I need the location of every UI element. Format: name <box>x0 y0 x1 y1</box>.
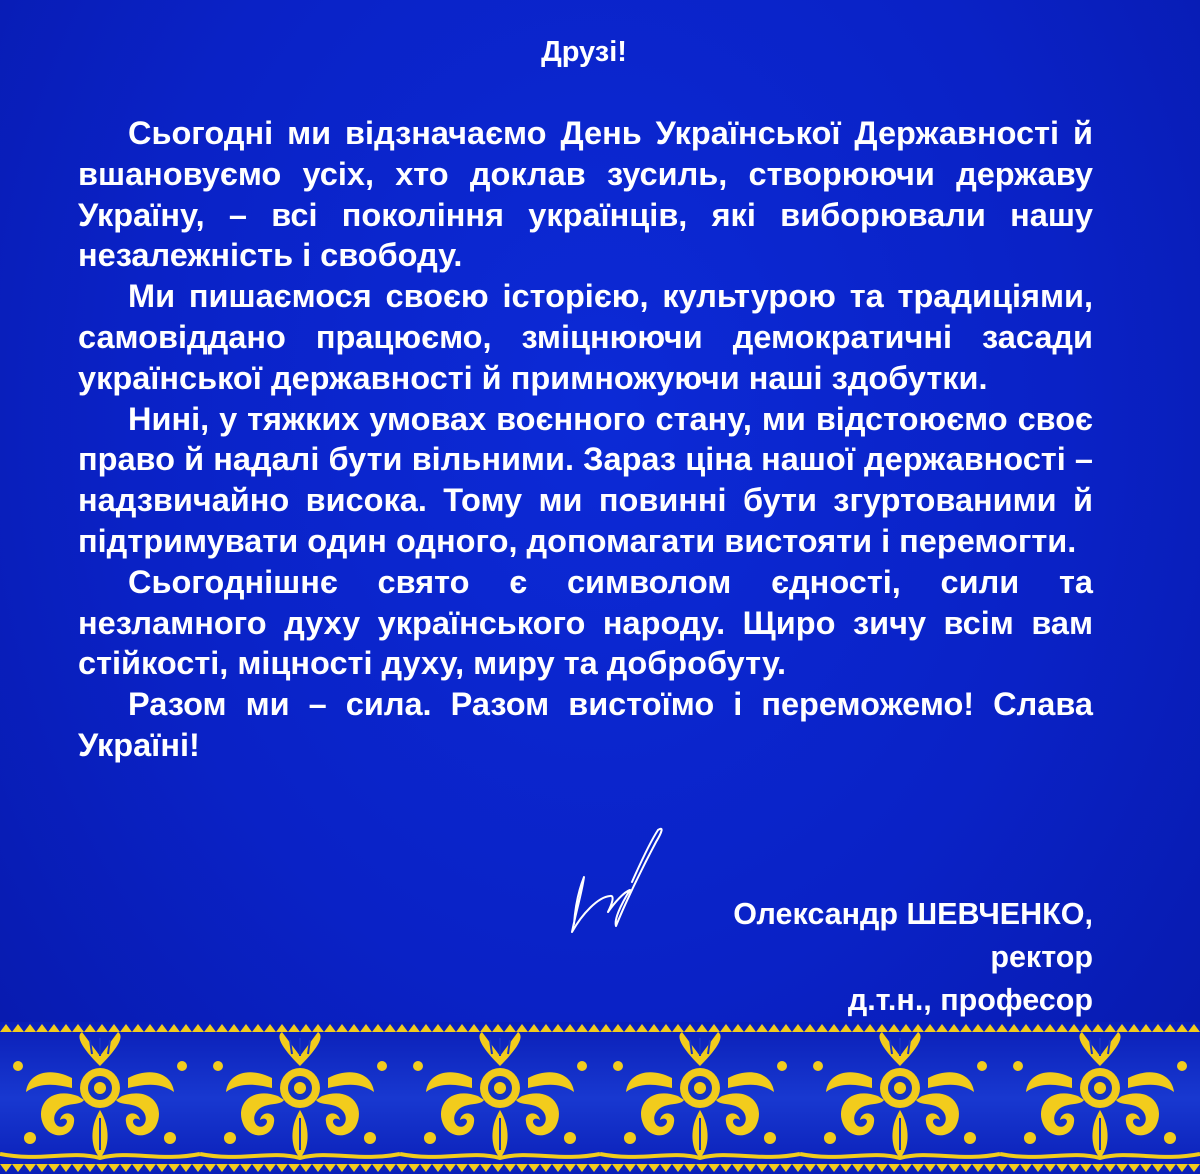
paragraph-4: Сьогоднішнє свято є символом єдності, сили та незламного духу українського народу. Щиро зичу всім вам стійкості, міцності духу, миру та добробуту. <box>78 563 1093 682</box>
signatory-degree: д.т.н., професор <box>847 983 1093 1017</box>
greeting-title: Друзі! <box>541 36 627 68</box>
handwritten-signature <box>560 822 670 942</box>
letter-body <box>78 113 1093 766</box>
paragraph-1: Сьогодні ми відзначаємо День Української Державності й вшановуємо усіх, хто доклав зусиль, створюючи державу Україну, – всі покоління українців, які виборювали нашу незалежність і свободу. <box>78 115 1093 274</box>
paragraph-2: Ми пишаємося своєю історією, культурою та традиціями, самовіддано працюємо, зміцнюючи демократичні засади української державності й примножуючи наші здобутки. <box>78 278 1093 396</box>
paragraph-5: Разом ми – сила. Разом вистоїмо і переможемо! Слава Україні! <box>78 686 1093 763</box>
signatory-name: Олександр ШЕВЧЕНКО, <box>733 897 1093 931</box>
signature-block <box>733 893 1093 1022</box>
signatory-position: ректор <box>990 940 1093 974</box>
decorative-ornament-band <box>0 1022 1200 1174</box>
paragraph-3: Нині, у тяжких умовах воєнного стану, ми відстоюємо своє право й надалі бути вільними. Зараз ціна нашої державності – надзвичайно висока. Тому ми повинні бути згуртованими й підтримувати один одного, допомагати вистояти і перемогти. <box>78 400 1093 559</box>
